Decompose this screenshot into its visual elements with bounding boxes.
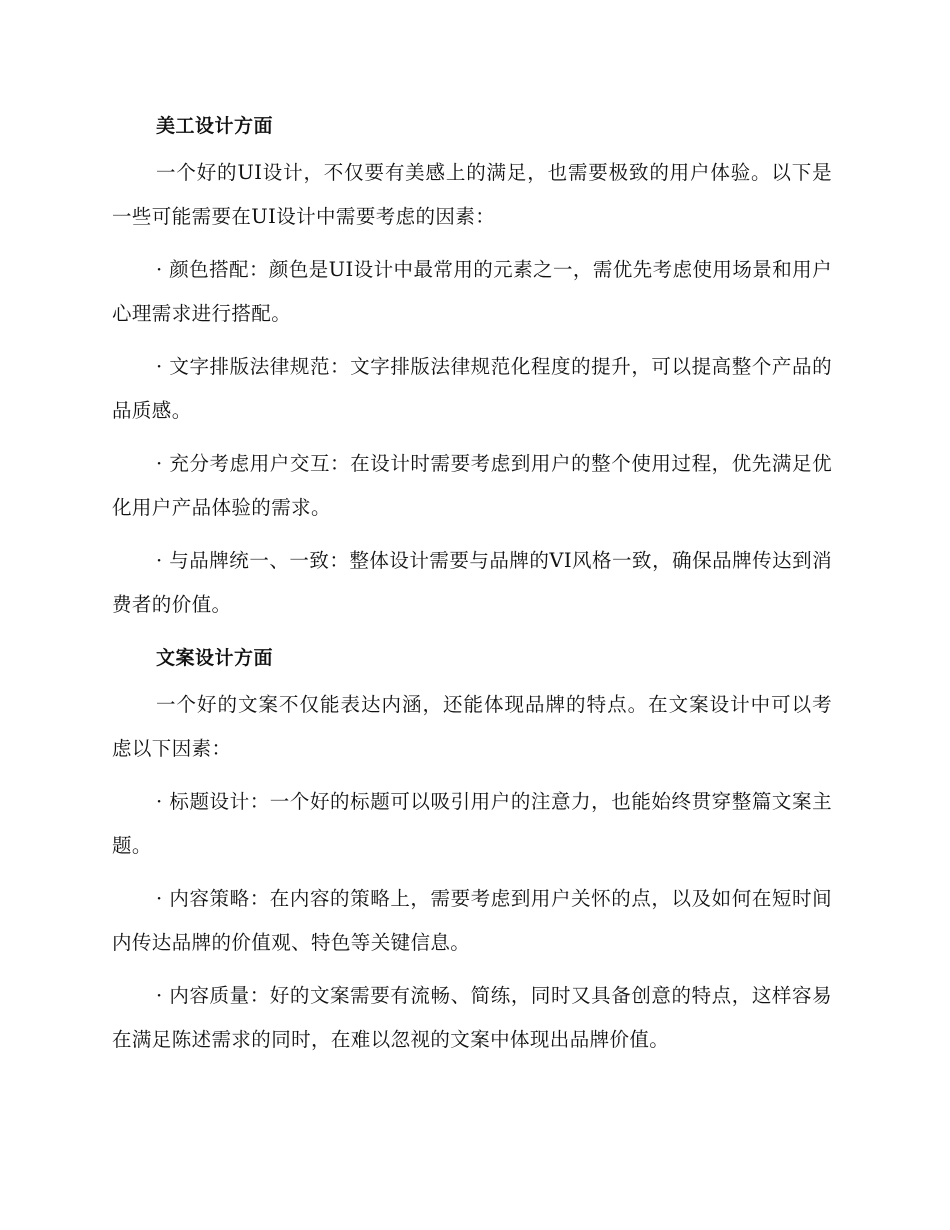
intro-paragraph: 一个好的UI设计，不仅要有美感上的满足，也需要极致的用户体验。以下是一些可能需要在UI设计中需要考虑的因素： xyxy=(112,161,832,228)
list-item-color: · 颜色搭配：颜色是UI设计中最常用的元素之一，需优先考虑使用场景和用户心理需求进行搭配。 xyxy=(112,258,832,325)
list-item-typography: · 文字排版法律规范：文字排版法律规范化程度的提升，可以提高整个产品的品质感。 xyxy=(112,355,832,422)
document-page xyxy=(112,104,832,1071)
section-heading-art-design: 美工设计方面 xyxy=(156,115,274,137)
list-item-title: · 标题设计：一个好的标题可以吸引用户的注意力，也能始终贯穿整篇文案主题。 xyxy=(112,790,832,857)
list-item-interaction: · 充分考虑用户交互：在设计时需要考虑到用户的整个使用过程，优先满足优化用户产品体验的需求。 xyxy=(112,452,832,519)
section-heading-copy-design: 文案设计方面 xyxy=(156,647,274,669)
list-item-quality: · 内容质量：好的文案需要有流畅、简练，同时又具备创意的特点，这样容易在满足陈述需求的同时，在难以忽视的文案中体现出品牌价值。 xyxy=(112,984,832,1051)
intro-paragraph: 一个好的文案不仅能表达内涵，还能体现品牌的特点。在文案设计中可以考虑以下因素： xyxy=(112,693,832,760)
list-item-brand: · 与品牌统一、一致：整体设计需要与品牌的VI风格一致，确保品牌传达到消费者的价值。 xyxy=(112,549,832,616)
list-item-strategy: · 内容策略：在内容的策略上，需要考虑到用户关怀的点，以及如何在短时间内传达品牌的价值观、特色等关键信息。 xyxy=(112,887,832,954)
